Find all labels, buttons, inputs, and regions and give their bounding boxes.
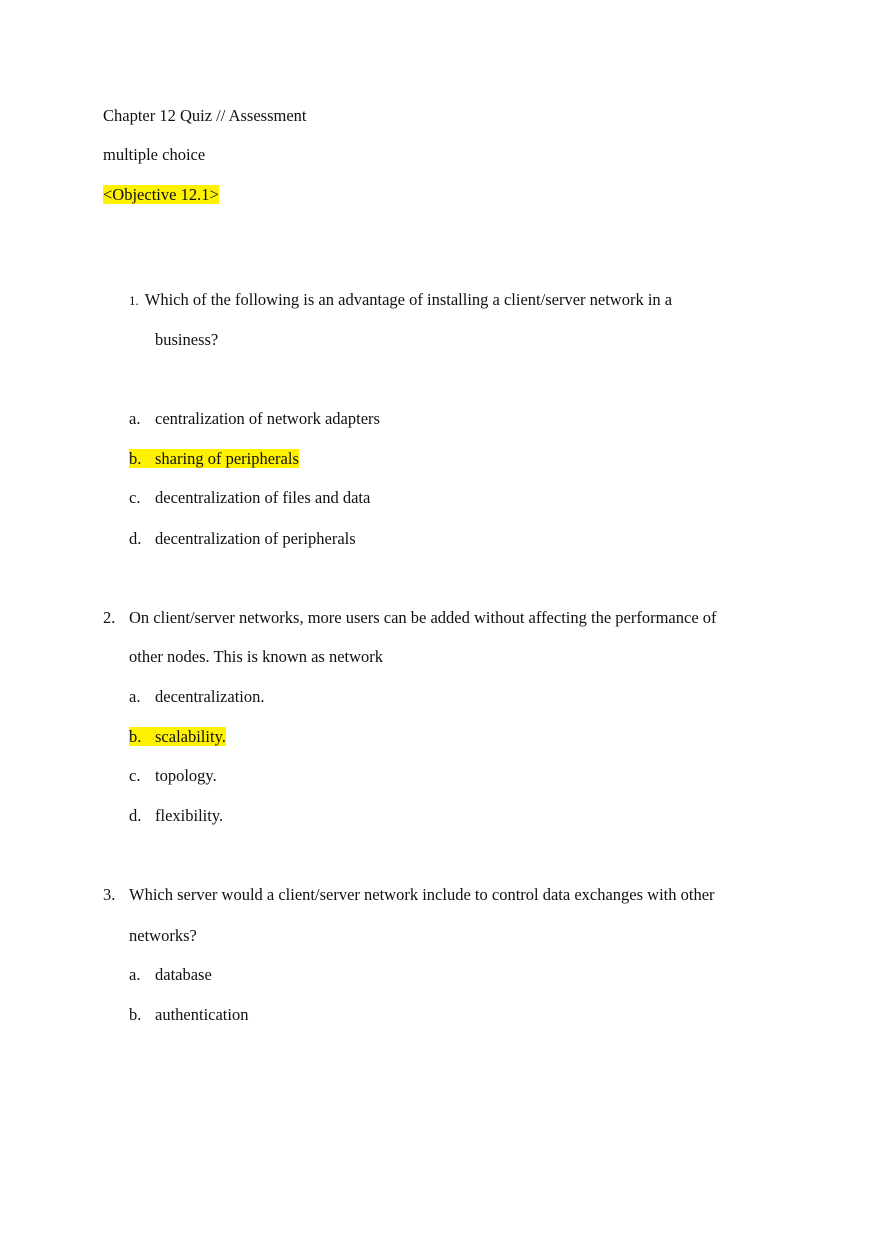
question-2-choice-d: [129, 806, 223, 826]
choice-text: decentralization of peripherals: [155, 529, 356, 548]
question-3-line-2: networks?: [129, 926, 197, 945]
choice-label: a.: [129, 965, 141, 984]
question-1-number: 1.: [129, 293, 139, 308]
choice-label: b.: [129, 727, 142, 746]
question-1-choice-b: [129, 449, 299, 469]
question-1-choice-c: [129, 488, 370, 508]
question-3-text: Which server would a client/server network include to control data exchanges with other: [129, 885, 715, 904]
objective-highlight: <Objective 12.1>: [103, 185, 219, 204]
question-3-choice-b: [129, 1005, 248, 1025]
choice-text: topology.: [155, 766, 217, 785]
choice-text: scalability.: [155, 727, 226, 746]
choice-text: decentralization of files and data: [155, 488, 371, 507]
choice-label: d.: [129, 806, 142, 825]
choice-text: flexibility.: [155, 806, 224, 825]
question-1-text: Which of the following is an advantage of installing a client/server network in a: [144, 290, 673, 309]
choice-label: c.: [129, 488, 141, 507]
question-2-line-2: other nodes. This is known as network: [129, 647, 384, 666]
question-2-line-1: [103, 608, 717, 628]
choice-label: d.: [129, 529, 142, 548]
choice-text: sharing of peripherals: [155, 449, 299, 468]
choice-text: decentralization.: [155, 687, 265, 706]
question-3-number: 3.: [103, 885, 116, 904]
choice-label: b.: [129, 449, 142, 468]
question-3-line-1: [103, 885, 715, 905]
question-2-choice-c: [129, 766, 217, 786]
quiz-subtitle: multiple choice: [103, 145, 206, 164]
choice-label: b.: [129, 1005, 142, 1024]
objective-tag: [103, 185, 219, 205]
question-1-line-1: [129, 290, 672, 311]
answer-highlight: [129, 449, 299, 468]
question-1-choice-a: [129, 409, 380, 429]
question-2-number: 2.: [103, 608, 116, 627]
choice-text: authentication: [155, 1005, 249, 1024]
choice-text: database: [155, 965, 212, 984]
choice-label: c.: [129, 766, 141, 785]
question-2-choice-a: [129, 687, 264, 707]
quiz-title: Chapter 12 Quiz // Assessment: [103, 106, 307, 125]
question-1-line-2: business?: [155, 330, 219, 349]
answer-highlight: [129, 727, 226, 746]
choice-text: centralization of network adapters: [155, 409, 380, 428]
question-2-text: On client/server networks, more users can be added without affecting the performance of: [129, 608, 717, 627]
question-3-choice-a: [129, 965, 212, 985]
question-1-choice-d: [129, 529, 356, 549]
question-2-choice-b: [129, 727, 226, 747]
choice-label: a.: [129, 409, 141, 428]
choice-label: a.: [129, 687, 141, 706]
